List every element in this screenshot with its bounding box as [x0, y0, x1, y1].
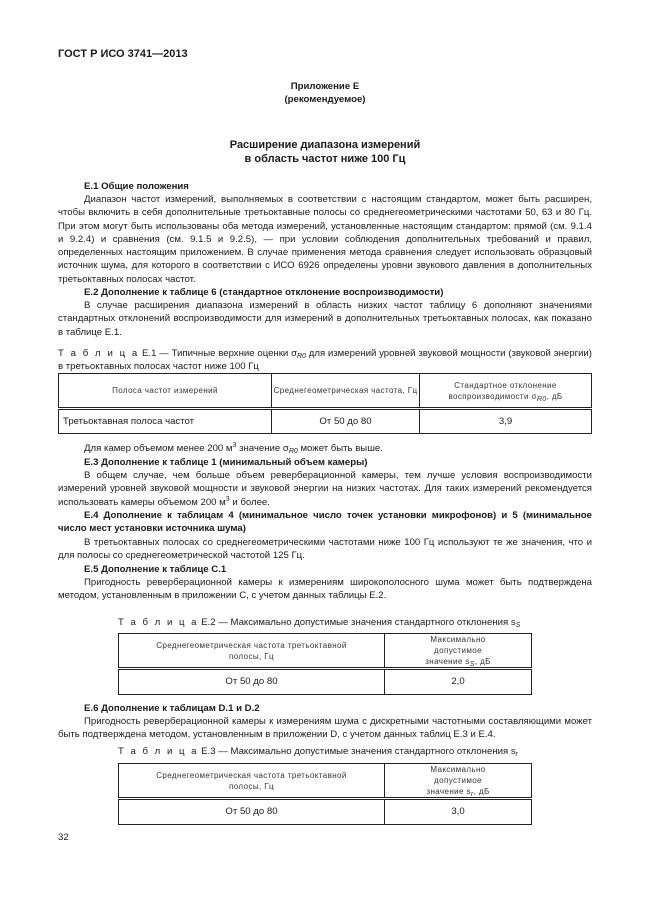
table-label: Т а б л и ц а — [118, 746, 199, 757]
section-e4-text: В третьоктавных полосах со среднегеометрическими частотами ниже 100 Гц используют те же значения, что и для полосы со среднегеометрической частотой 125 Гц. — [58, 537, 592, 562]
table-e1 — [58, 373, 592, 434]
table-e3-caption — [118, 745, 518, 758]
header-text: Максимально допустимое значение s — [426, 765, 486, 796]
page-number: 32 — [58, 832, 69, 843]
section-e4-title: Е.4 Дополнение к таблицам 4 (минимальное число точек установки микрофонов) и 5 (минимальное число мест установки источника шума) — [58, 510, 592, 535]
appendix-title: Приложение Е — [290, 81, 360, 92]
section-e6-text: Пригодность реверберационной камеры к измерениям шума с дискретными частотными составляющими может быть подтверждена методом, установленным в приложении D, с учетом данных таблиц Е.3 и Е.4. — [58, 716, 592, 741]
e3-text: В общем случае, чем больше объем реверберационной камеры, тем лучше условия воспроизводимости измерений уровней звуковой мощности и звуковой энергии на низких частотах. Для таких измерений рекомендуется использовать камеры объемом 200 м — [58, 470, 592, 508]
table-cell: 3,9 — [420, 409, 592, 434]
header-text: , дБ — [546, 391, 563, 401]
table-e1-caption — [58, 347, 592, 374]
caption-sub: S — [515, 622, 521, 629]
section-e2-text: В случае расширения диапазона измерений в область низких частот таблицу 6 дополняют значениями стандартных отклонений воспроизводимости для измерений в дополнительных третьоктавных полосах, как показано в таблице Е.1. — [58, 300, 592, 338]
header-sub: R0 — [536, 395, 547, 403]
header-sub: S — [469, 661, 475, 668]
table-cell: 3,0 — [385, 799, 532, 825]
header-sub: r — [470, 791, 474, 798]
header-text: Стандартное отклонение воспроизводимости σ — [448, 380, 557, 401]
section-e3-text — [58, 469, 592, 509]
table-cell: От 50 до 80 — [119, 669, 385, 695]
caption-text: Е.2 — Максимально допустимые значения стандартного отклонения s — [198, 617, 516, 628]
table-cell: От 50 до 80 — [272, 409, 420, 434]
header-text: , дБ — [474, 657, 491, 666]
caption-text: Е.3 — Максимально допустимые значения стандартного отклонения s — [198, 746, 516, 757]
table-e2-caption — [118, 616, 520, 629]
section-e6-title: Е.6 Дополнение к таблицам D.1 и D.2 — [84, 703, 260, 714]
e3-sup: 3 — [225, 495, 230, 503]
table-e3 — [118, 763, 532, 825]
caption-text: Е.1 — Типичные верхние оценки σ — [139, 348, 297, 359]
table-cell: Третьоктавная полоса частот — [59, 409, 272, 434]
table-e2 — [118, 633, 532, 695]
table-header: Среднегеометрическая частота третьоктавной полосы, Гц — [119, 634, 385, 669]
section-e3-title: Е.3 Дополнение к таблице 1 (минимальный объем камеры) — [84, 457, 368, 468]
table-header — [420, 374, 592, 409]
caption-sub: R0 — [297, 353, 306, 360]
standard-header: ГОСТ Р ИСО 3741—2013 — [58, 48, 188, 60]
section-e2-title: Е.2 Дополнение к таблице 6 (стандартное отклонение воспроизводимости) — [84, 287, 444, 298]
appendix-status: (рекомендуемое) — [284, 94, 366, 105]
section-e1-title: Е.1 Общие положения — [84, 181, 189, 192]
table-cell: 2,0 — [385, 669, 532, 695]
section-e5-text: Пригодность реверберационной камеры к измерениям широкополосного шума может быть подтверждена методом, установленным в приложении С, с учетом данных таблицы Е.2. — [58, 577, 592, 602]
table-row — [119, 669, 532, 695]
note-sub: R0 — [288, 448, 298, 455]
table-header: Среднегеометрическая частота третьоктавной полосы, Гц — [119, 764, 385, 799]
note-sup: 3 — [232, 442, 237, 449]
header-text: Максимально допустимое значение s — [425, 635, 486, 666]
caption-text: для измерений уровней звуковой мощности (звуковой энергии) в третьоктавных полосах частот ниже 100 Гц — [58, 348, 592, 373]
caption-sub: r — [515, 751, 518, 758]
note-text: может быть выше. — [297, 443, 383, 454]
note-text: значение σ — [236, 443, 289, 454]
header-text: , дБ — [473, 787, 490, 796]
table-row — [59, 409, 592, 434]
e3-text: и более. — [229, 496, 270, 508]
section-e1-text: Диапазон частот измерений, выполняемых в соответствии с настоящим стандартом, может быть расширен, чтобы включить в себя дополнительные третьоктавные полосы со среднегеометрическими частотами 50, 63 и 80 Гц. При этом могут быть использованы оба метода измерений, установленные настоящим стандартом: прямой (см. 9.1.4 и 9.2.4) и сравнения (см. 9.1.5 и 9.2.5), — при условии соблюдения дополнительных требований и правил, определенных настоящим приложением. В случае применения метода сравнения следует использовать образцовый источник шума, для которого в соответствии с ИСО 6926 определены уровни звукового давления в дополнительных третьоктавных полосах частот. — [58, 194, 592, 285]
section-e5-title: Е.5 Дополнение к таблице С.1 — [84, 564, 227, 575]
table-header — [385, 634, 532, 669]
table-header: Среднегеометрическая частота, Гц — [272, 374, 420, 409]
table-label: Т а б л и ц а — [58, 348, 140, 359]
note-text: Для камер объемом менее 200 м — [84, 443, 233, 454]
page-title-line2: в область частот ниже 100 Гц — [244, 153, 406, 165]
table-label: Т а б л и ц а — [118, 617, 199, 628]
page-title-line1: Расширение диапазона измерений — [229, 139, 421, 151]
section-e2-note — [58, 442, 592, 455]
table-row — [119, 799, 532, 825]
table-header: Полоса частот измерений — [59, 374, 272, 409]
table-cell: От 50 до 80 — [119, 799, 385, 825]
table-header — [385, 764, 532, 799]
